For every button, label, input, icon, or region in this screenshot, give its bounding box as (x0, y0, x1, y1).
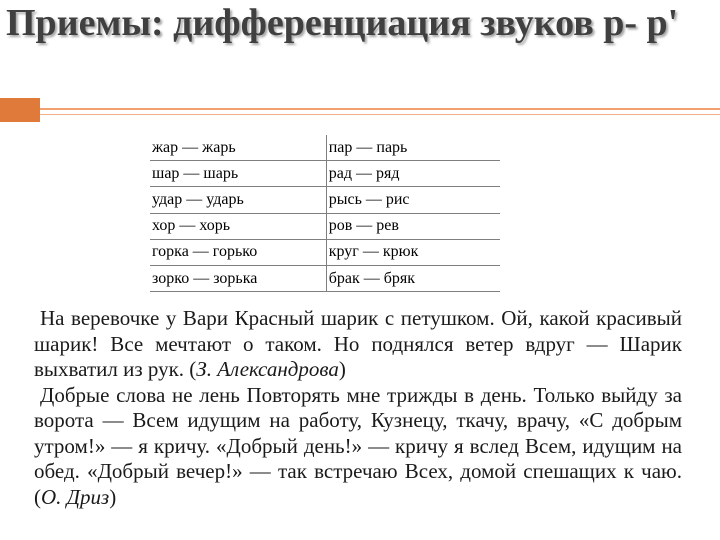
accent-divider-line-thin (40, 114, 720, 115)
table-row (150, 187, 500, 213)
table-row (150, 161, 500, 187)
table-row (150, 265, 500, 291)
poem-text-close: ) (109, 484, 117, 509)
table-cell: шар — шарь (150, 161, 326, 187)
word-pairs-table (150, 135, 500, 292)
poem-paragraph-1 (34, 306, 682, 383)
poem-text-block (34, 306, 682, 510)
table-cell: хор — хорь (150, 213, 326, 239)
table-cell: ров — рев (326, 213, 500, 239)
poem-text: На веревочке у Вари Красный шарик с петушком. Ой, какой красивый шарик! Все мечтают о таком. Но поднялся ветер вдруг — Шарик выхватил из рук. ( (34, 306, 682, 381)
table-row (150, 213, 500, 239)
table-cell: рысь — рис (326, 187, 500, 213)
poem-author: З. Александрова (196, 357, 339, 381)
table-cell: рад — ряд (326, 161, 500, 187)
table-cell: зорко — зорька (150, 265, 326, 291)
poem-text-close: ) (338, 357, 346, 381)
table-cell: круг — крюк (326, 239, 500, 265)
table-cell: брак — бряк (326, 265, 500, 291)
table-cell: удар — ударь (150, 187, 326, 213)
table-cell: пар — парь (326, 135, 500, 161)
table-row (150, 239, 500, 265)
accent-divider-line (40, 108, 720, 110)
table-cell: жар — жарь (150, 135, 326, 161)
table-row (150, 135, 500, 161)
poem-author: О. Дриз (41, 484, 110, 509)
table-cell: горка — горько (150, 239, 326, 265)
poem-paragraph-2 (34, 383, 682, 511)
slide-title: Приемы: дифференциация звуков р- р' (6, 2, 679, 44)
poem-text: Добрые слова не лень Повторять мне трижды в день. Только выйду за ворота — Всем идущим на работу, Кузнецу, ткачу, врачу, «С добрым утром!» — я кричу. «Добрый день!» — кричу я вслед Всем, идущим на обед. «Добрый вечер!» — так встречаю Всех, домой спешащих к чаю. ( (34, 382, 682, 509)
accent-square (0, 98, 40, 122)
